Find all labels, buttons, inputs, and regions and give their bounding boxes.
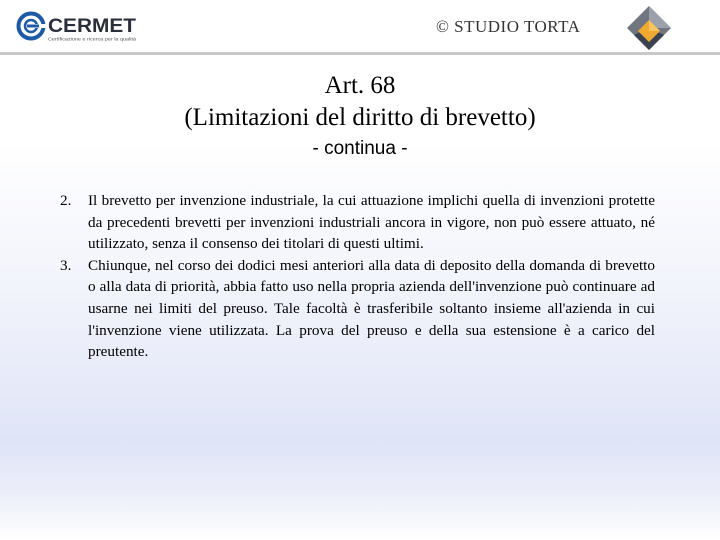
paragraph-text: Chiunque, nel corso dei dodici mesi anteriori alla data di deposito della domanda di brevetto o alla data di priorità, abbia fatto uso nella propria azienda dell'invenzione può continuare ad usarne nei limiti del preuso. Tale facoltà è trasferibile soltanto insieme all'azienda in cui l'invenzione viene utilizzata. La prova del preuso e della sua estensione è a carico del preutente. [88, 256, 655, 361]
paragraph-text: Il brevetto per invenzione industriale, la cui attuazione implichi quella di invenzioni protette da precedenti brevetti per invenzioni industriali ancora in vigore, non può essere attuato, né utilizzato, senza il consenso dei titolari di questi ultimi. [88, 192, 655, 253]
cermet-logo-tagline: Certificazione e ricerca per la qualità [48, 36, 137, 42]
studio-torta-logo [626, 5, 672, 51]
slide-title [0, 70, 720, 134]
article-paragraphs [60, 190, 655, 363]
cermet-logo [16, 10, 138, 44]
cermet-logo-text: CERMET [48, 16, 137, 37]
paragraph-number: 3. [60, 256, 72, 274]
header-bar [0, 0, 720, 54]
paragraph-number: 2. [60, 192, 72, 209]
studio-label: © STUDIO TORTA [436, 17, 581, 36]
title-line-article: Art. 68 [324, 72, 396, 99]
slide-subtitle: - continua - [312, 138, 408, 159]
title-line-heading: (Limitazioni del diritto di brevetto) [184, 104, 536, 131]
paragraph-item-3 [60, 255, 655, 363]
paragraph-item-2 [60, 190, 655, 255]
